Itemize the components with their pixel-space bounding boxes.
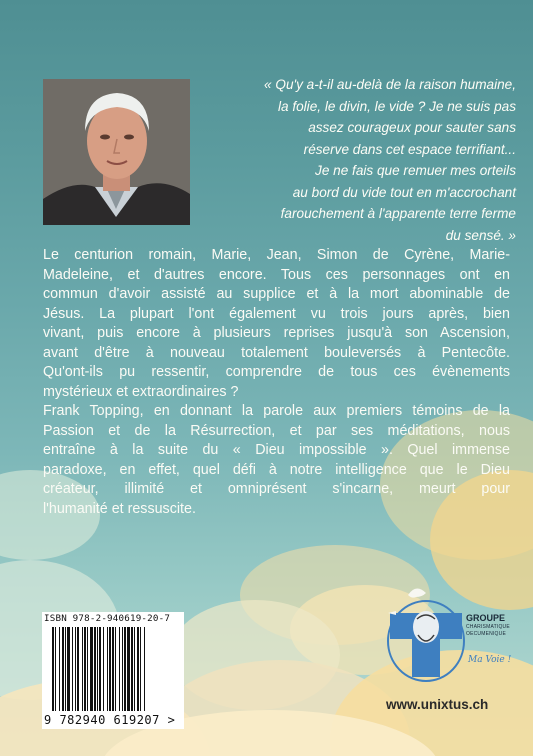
author-quote: [226, 74, 516, 246]
author-portrait: [43, 79, 190, 225]
quote-line: farouchement à l'apparente terre ferme: [280, 206, 516, 221]
quote-line: assez courageux pour sauter sans: [308, 120, 516, 135]
author-photo: [43, 79, 190, 225]
groupe-charismatique-logo: [382, 575, 530, 685]
description-line: Jésus. La plupart l'ont également vu trois jours après, bien: [43, 305, 510, 322]
isbn-barcode: [42, 612, 184, 729]
description-line: vivant, puis encore à plusieurs reprises jusqu'à son Ascension,: [43, 325, 510, 341]
quote-line: du sensé. »: [445, 227, 516, 243]
logo-text-oecumenique: OECUMENIQUE: [466, 631, 506, 637]
barcode-bars: [52, 627, 174, 715]
publisher-logo: [382, 575, 530, 685]
description-line: commun d'avoir assisté au supplice et à la mort abominable de: [43, 286, 510, 302]
description-line: mystérieux et extraordinaires ?: [43, 383, 239, 400]
quote-line: la folie, le divin, le vide ? Je ne suis pas: [277, 98, 516, 114]
quote-line: « Qu'y a-t-il au-delà de la raison humaine,: [264, 77, 516, 92]
description-line: paradoxe, en effet, quel défi à notre intelligence que le Dieu: [43, 461, 510, 478]
quote-line: au bord du vide tout en m'accrochant: [292, 184, 516, 200]
logo-text-groupe: GROUPE: [466, 613, 506, 623]
quote-line: Je ne fais que remuer mes orteils: [315, 163, 516, 178]
description-line: entraîne à la suite du « Dieu impossible ». Quel immense: [43, 442, 510, 458]
description-line: l'humanité et ressuscite.: [43, 500, 196, 517]
description-line: avant d'être à nouveau totalement bouleversés à Pentecôte.: [43, 344, 510, 361]
logo-text-charismatique: CHARISMATIQUE: [466, 624, 510, 630]
isbn-label: ISBN 978-2-940619-20-7: [44, 613, 171, 624]
description-line: Passion et de la Résurrection, et par ses méditations, nous: [43, 422, 510, 439]
logo-signature: Ma Voie !: [468, 655, 512, 665]
description-line: Madeleine, et d'autres encore. Tous ces personnages ont en: [43, 266, 510, 283]
book-description: [43, 246, 510, 519]
description-line: Frank Topping, en donnant la parole aux premiers témoins de la: [43, 403, 510, 419]
barcode-digits: 9 782940 619207 >: [44, 713, 176, 727]
description-line: Qu'ont-ils pu ressentir, comprendre de tous ces évènements: [43, 364, 510, 380]
description-line: créateur, illimité et omniprésent s'incarne, meurt pour: [43, 481, 510, 497]
quote-line: réserve dans cet espace terrifiant...: [303, 141, 516, 157]
publisher-website[interactable]: www.unixtus.ch: [386, 697, 489, 712]
description-line: Le centurion romain, Marie, Jean, Simon de Cyrène, Marie-: [43, 247, 510, 263]
